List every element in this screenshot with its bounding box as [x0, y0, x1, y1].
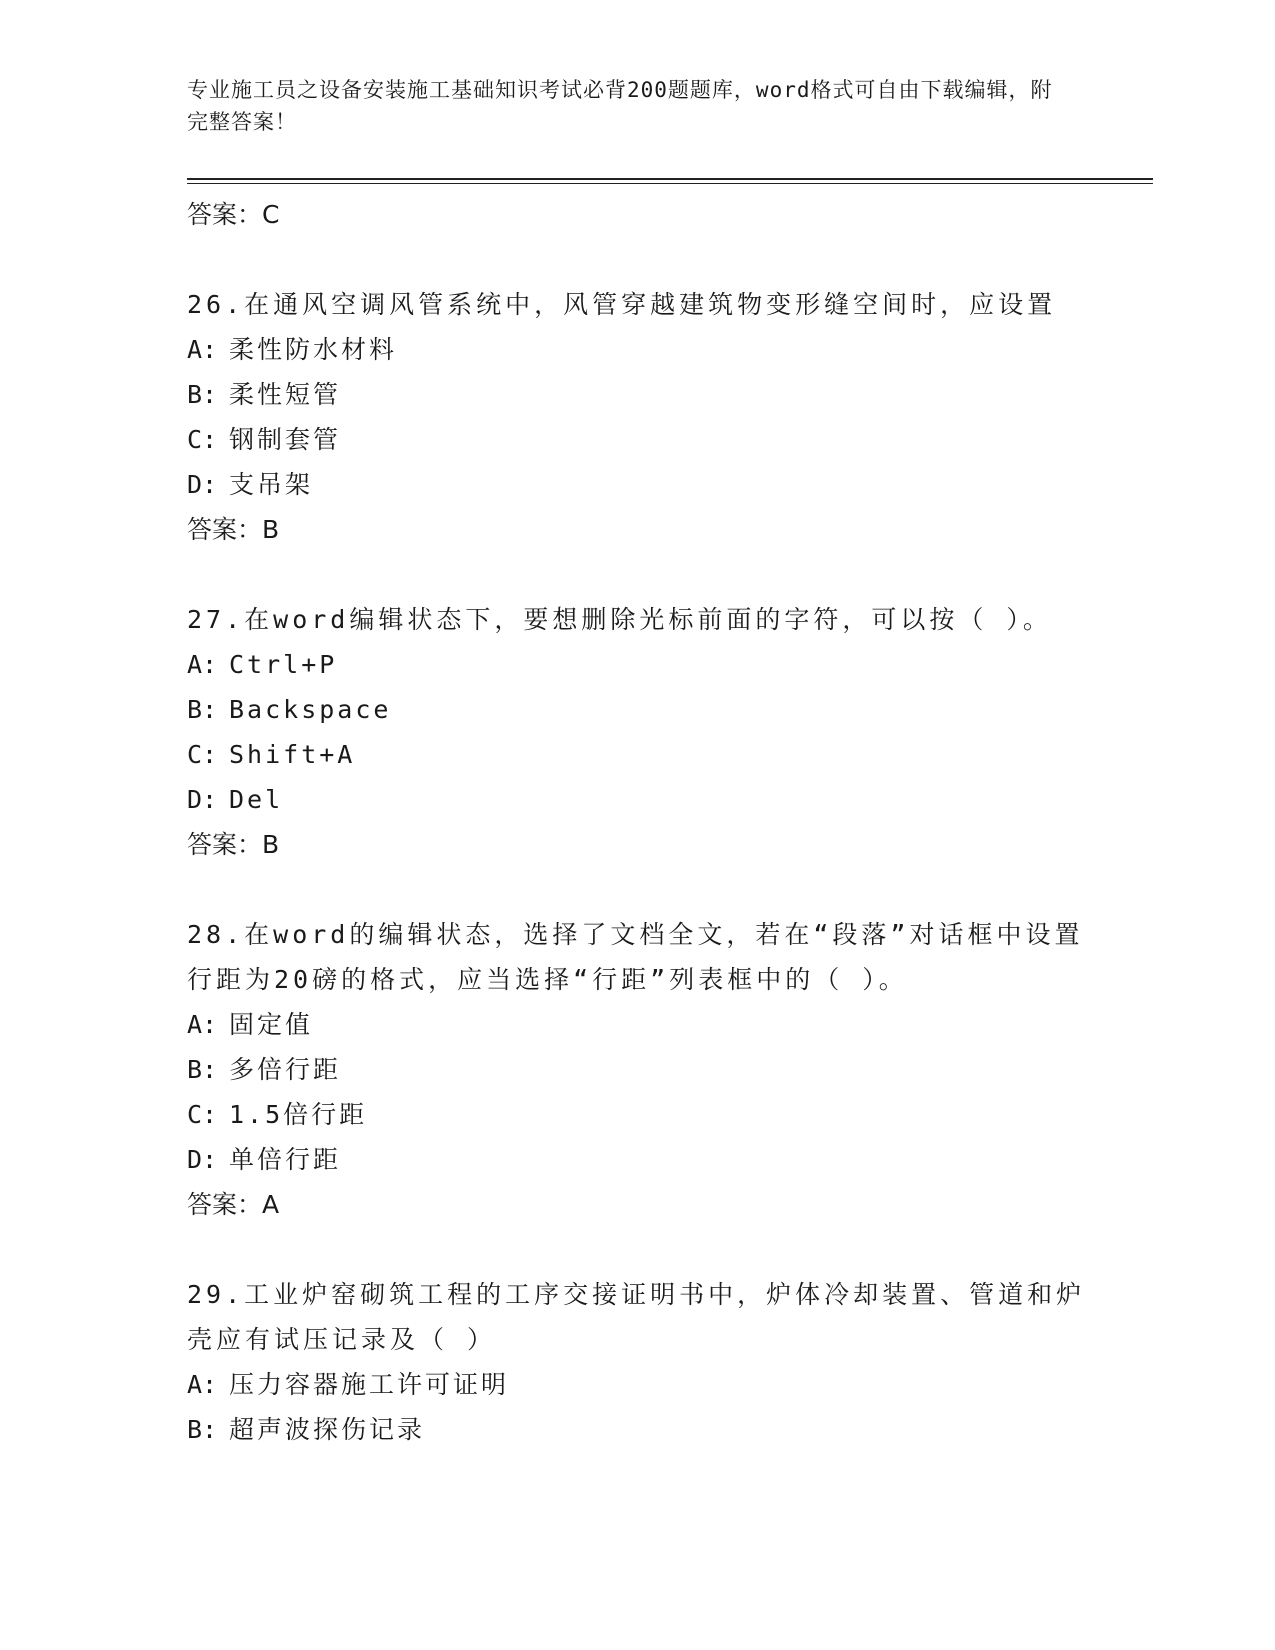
option-c — [187, 1092, 1087, 1137]
option-letter: C: — [187, 740, 218, 769]
document-header: 专业施工员之设备安装施工基础知识考试必背200题题库，word格式可自由下载编辑，附完整答案！ — [187, 78, 1053, 134]
option-d — [187, 462, 1087, 507]
question-number: 29. — [187, 1280, 245, 1309]
option-letter: A: — [187, 335, 218, 364]
option-b — [187, 1047, 1087, 1092]
option-letter: D: — [187, 785, 218, 814]
question-28 — [187, 912, 1087, 1002]
option-letter: B: — [187, 695, 218, 724]
option-letter: A: — [187, 1370, 218, 1399]
option-text: 柔性短管 — [229, 380, 342, 409]
option-text: 单倍行距 — [229, 1145, 342, 1174]
option-d — [187, 777, 1087, 822]
document-body — [187, 192, 1087, 1452]
option-c — [187, 417, 1087, 462]
option-a — [187, 327, 1087, 372]
option-text: 柔性防水材料 — [229, 335, 398, 364]
question-26 — [187, 282, 1087, 327]
option-a — [187, 1002, 1087, 1047]
question-number: 28. — [187, 920, 245, 949]
answer-line: 答案：A — [187, 1190, 280, 1219]
option-text: 1.5倍行距 — [229, 1100, 368, 1129]
option-text: 固定值 — [229, 1010, 314, 1039]
answer-line: 答案：C — [187, 200, 280, 229]
option-text: 支吊架 — [229, 470, 314, 499]
question-text: 在word的编辑状态，选择了文档全文，若在“段落”对话框中设置行距为20磅的格式，应当选择“行距”列表框中的（ ）。 — [187, 920, 1084, 994]
question-29 — [187, 1272, 1087, 1362]
option-text: Shift+A — [229, 740, 356, 769]
question-number: 26. — [187, 290, 245, 319]
option-b — [187, 372, 1087, 417]
option-letter: D: — [187, 470, 218, 499]
option-letter: D: — [187, 1145, 218, 1174]
option-letter: A: — [187, 1010, 218, 1039]
option-letter: B: — [187, 1415, 218, 1444]
option-letter: B: — [187, 380, 218, 409]
option-text: 超声波探伤记录 — [229, 1415, 426, 1444]
question-text: 工业炉窑砌筑工程的工序交接证明书中，炉体冷却装置、管道和炉壳应有试压记录及（ ） — [187, 1280, 1086, 1354]
option-letter: C: — [187, 1100, 218, 1129]
header-divider-thin — [187, 183, 1153, 184]
header-divider-thick — [187, 178, 1153, 180]
option-letter: B: — [187, 1055, 218, 1084]
option-letter: C: — [187, 425, 218, 454]
answer-line: 答案：B — [187, 830, 280, 859]
question-text: 在word编辑状态下，要想删除光标前面的字符，可以按（ ）。 — [244, 605, 1052, 634]
option-a — [187, 1362, 1087, 1407]
option-text: Ctrl+P — [229, 650, 338, 679]
question-spacer — [187, 552, 1087, 597]
option-letter: A: — [187, 650, 218, 679]
question-spacer — [187, 1227, 1087, 1272]
option-text: 压力容器施工许可证明 — [229, 1370, 510, 1399]
option-text: Backspace — [229, 695, 392, 724]
question-number: 27. — [187, 605, 245, 634]
question-spacer — [187, 237, 1087, 282]
question-text: 在通风空调风管系统中，风管穿越建筑物变形缝空间时，应设置 — [244, 290, 1057, 319]
question-27 — [187, 597, 1087, 642]
option-text: Del — [229, 785, 284, 814]
option-text: 钢制套管 — [229, 425, 342, 454]
question-spacer — [187, 867, 1087, 912]
option-a — [187, 642, 1087, 687]
option-b — [187, 1407, 1087, 1452]
option-d — [187, 1137, 1087, 1182]
answer-line: 答案：B — [187, 515, 280, 544]
option-c — [187, 732, 1087, 777]
option-text: 多倍行距 — [229, 1055, 342, 1084]
option-b — [187, 687, 1087, 732]
